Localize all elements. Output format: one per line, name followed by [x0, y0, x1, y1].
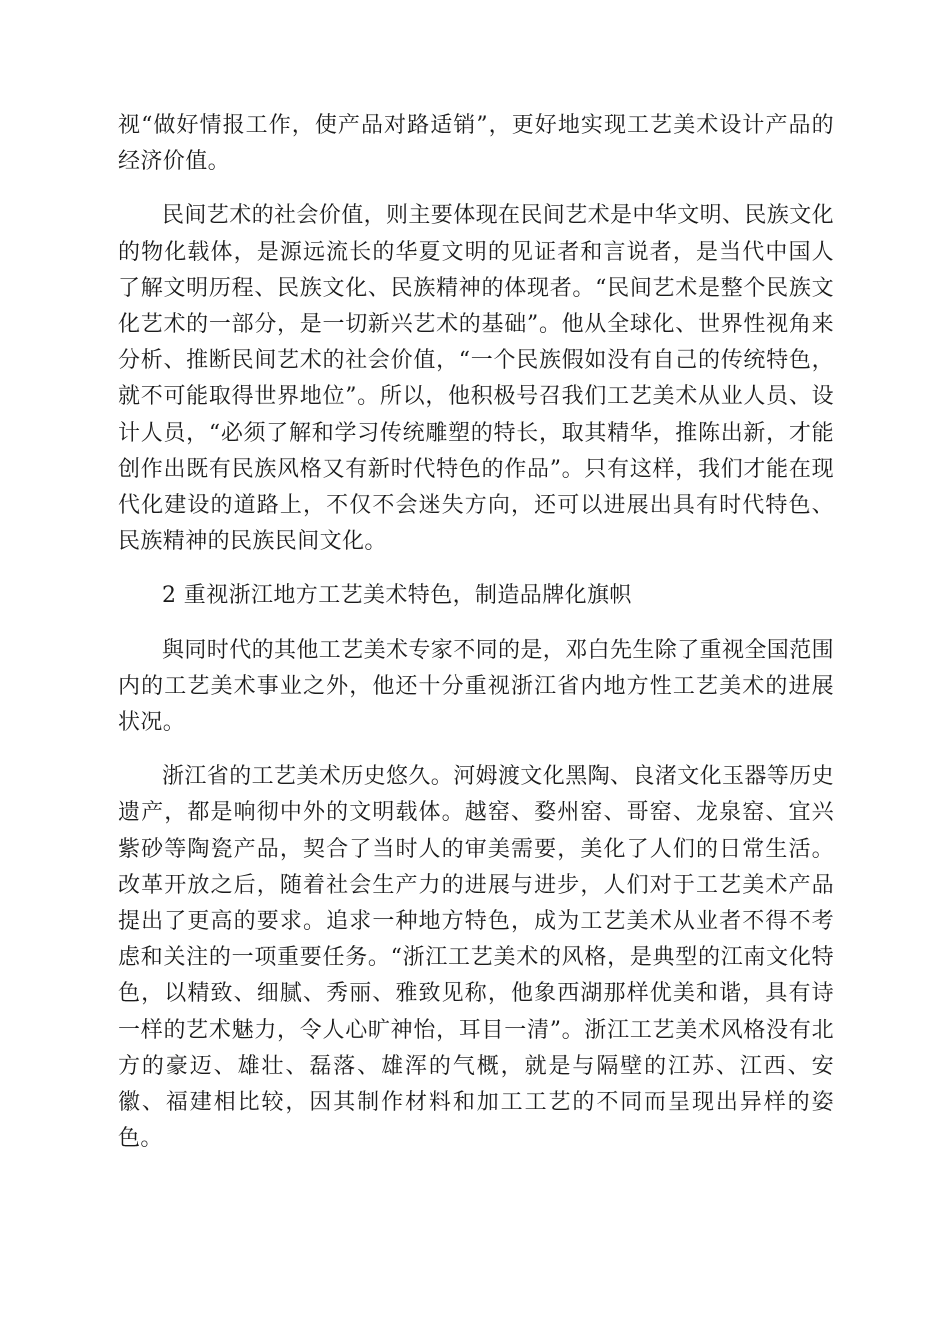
paragraph-economic-value: 视“做好情报工作，使产品对路适销”，更好地实现工艺美术设计产品的经济价值。 [118, 113, 834, 175]
paragraph-deng-bai: 與同时代的其他工艺美术专家不同的是，邓白先生除了重视全国范围内的工艺美术事业之外，他还十分重视浙江省内地方性工艺美术的进展状况。 [118, 637, 835, 736]
document-page [118, 108, 834, 1175]
paragraph-social-value: 民间艺术的社会价值，则主要体现在民间艺术是中华文明、民族文化的物化载体，是源远流长的华夏文明的见证者和言说者，是当代中国人了解文明历程、民族文化、民族精神的体现者。“民间艺术是整个民族文化艺术的一部分，是一切新兴艺术的基础”。他从全球化、世界性视角来分析、推断民间艺术的社会价值，“一个民族假如没有自己的传统特色，就不可能取得世界地位”。所以，他积极号召我们工艺美术从业人员、设计人员，“必须了解和学习传统雕塑的特长，取其精华，推陈出新，才能创作出既有民族风格又有新时代特色的作品”。只有这样，我们才能在现代化建设的道路上，不仅不会迷失方向，还可以进展出具有时代特色、民族精神的民族民间文化。 [118, 203, 835, 555]
section-heading: 2 重视浙江地方工艺美术特色，制造品牌化旗帜 [162, 583, 632, 609]
paragraph-zhejiang-history: 浙江省的工艺美术历史悠久。河姆渡文化黑陶、良渚文化玉器等历史遗产，都是响彻中外的文明载体。越窑、婺州窑、哥窑、龙泉窑、宜兴紫砂等陶瓷产品，契合了当时人的审美需要，美化了人们的日常生活。改革开放之后，随着社会生产力的进展与进步，人们对于工艺美术产品提出了更高的要求。追求一种地方特色，成为工艺美术从业者不得不考虑和关注的一项重要任务。“浙江工艺美术的风格，是典型的江南文化特色，以精致、细腻、秀丽、雅致见称，他象西湖那样优美和谐，具有诗一样的艺术魅力，令人心旷神怡，耳目一清”。浙江工艺美术风格没有北方的豪迈、雄壮、磊落、雄浑的气概，就是与隔壁的江苏、江西、安徽、福建相比较，因其制作材料和加工工艺的不同而呈现出异样的姿色。 [118, 764, 835, 1152]
